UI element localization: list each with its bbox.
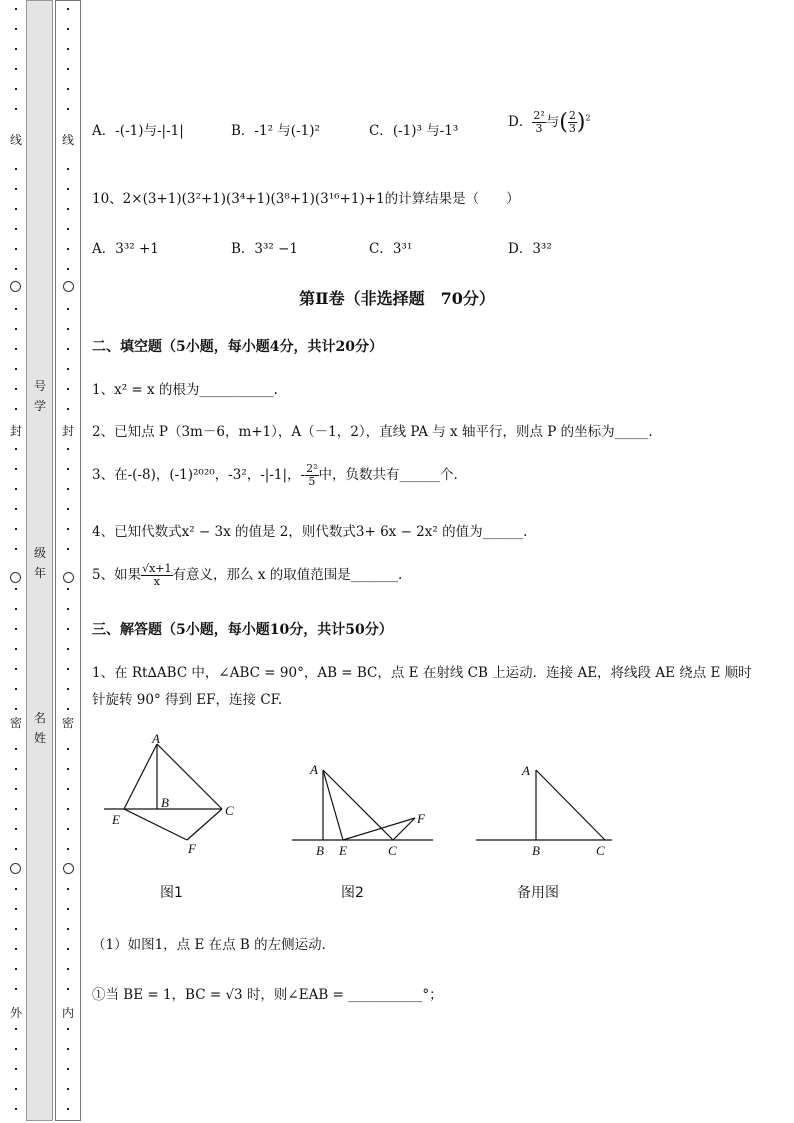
fig2-label-e: E bbox=[339, 843, 347, 858]
grade-label: 级年 bbox=[33, 546, 46, 580]
fig1-label-e: E bbox=[112, 812, 120, 827]
fig1-label-a: A bbox=[152, 731, 160, 746]
student-id-label: 号学 bbox=[33, 379, 46, 413]
binding-dot bbox=[15, 888, 17, 890]
q10-option-d: D．3³² bbox=[508, 241, 552, 257]
q9-d-frac2-num: 2 bbox=[568, 109, 576, 122]
fig2-label-a: A bbox=[310, 762, 318, 777]
seal-char-mi: 密 bbox=[58, 716, 78, 730]
binding-dot bbox=[15, 788, 17, 790]
figure-2 bbox=[288, 755, 438, 863]
fig2-label-b: B bbox=[316, 843, 324, 858]
fill-question-5 bbox=[92, 563, 402, 588]
seal-char-xian: 线 bbox=[6, 133, 26, 147]
binding-dot bbox=[15, 328, 17, 330]
sub-question-1: （1）如图1，点 E 在点 B 的左侧运动． bbox=[92, 937, 336, 953]
seal-circle-icon bbox=[63, 281, 74, 292]
fig1-label-c: C bbox=[225, 803, 234, 818]
binding-dot bbox=[67, 908, 69, 910]
fill5-frac-den: x bbox=[153, 575, 160, 588]
seal-char-mi: 密 bbox=[6, 716, 26, 730]
seal-char-feng: 封 bbox=[6, 424, 26, 438]
q9-option-d-prefix: D． bbox=[508, 114, 533, 130]
binding-dot bbox=[15, 668, 17, 670]
binding-dot bbox=[15, 648, 17, 650]
binding-dot bbox=[67, 528, 69, 530]
binding-dot bbox=[67, 488, 69, 490]
binding-dot bbox=[15, 848, 17, 850]
binding-dot bbox=[15, 8, 17, 10]
binding-dot bbox=[67, 28, 69, 30]
binding-dot bbox=[67, 968, 69, 970]
seal-circle-icon bbox=[63, 863, 74, 874]
q9-option-b: B．-1² 与(-1)² bbox=[231, 123, 320, 139]
binding-dot bbox=[67, 848, 69, 850]
binding-dot bbox=[67, 8, 69, 10]
binding-dot bbox=[67, 588, 69, 590]
fill-question-1: 1、x² = x 的根为___________. bbox=[92, 382, 278, 398]
q9-option-d-mid: 与 bbox=[545, 114, 560, 130]
fill-question-3-text: 3、在-(-8)，(-1)²⁰²⁰，-3²，-|-1|，- bbox=[92, 467, 306, 483]
binding-dot bbox=[15, 1088, 17, 1090]
binding-dot bbox=[67, 208, 69, 210]
binding-dot bbox=[15, 548, 17, 550]
binding-dot bbox=[67, 828, 69, 830]
binding-dot bbox=[67, 688, 69, 690]
binding-dot bbox=[15, 268, 17, 270]
fill-question-5-text: 5、如果 bbox=[92, 567, 142, 583]
binding-dot bbox=[67, 188, 69, 190]
binding-dot bbox=[67, 608, 69, 610]
fig3-label-c: C bbox=[596, 843, 605, 858]
fill-question-3 bbox=[92, 463, 458, 488]
binding-dot bbox=[15, 588, 17, 590]
binding-dot bbox=[15, 88, 17, 90]
seal-char-xian: 线 bbox=[58, 133, 78, 147]
fig2-label-f: F bbox=[417, 811, 425, 826]
binding-dot bbox=[15, 248, 17, 250]
binding-dot bbox=[15, 108, 17, 110]
binding-dot bbox=[15, 1028, 17, 1030]
binding-dot bbox=[67, 1048, 69, 1050]
binding-dot bbox=[67, 888, 69, 890]
binding-dot bbox=[67, 308, 69, 310]
binding-dot bbox=[15, 988, 17, 990]
binding-dot bbox=[15, 748, 17, 750]
binding-dot bbox=[15, 808, 17, 810]
binding-dot bbox=[67, 88, 69, 90]
q9-option-d: D． $\frac{\text{2²}}{3}$ 与( $\frac{2}{3}$ )$^2$ bbox=[508, 109, 591, 135]
binding-dot bbox=[67, 48, 69, 50]
fig3-label-b: B bbox=[532, 843, 540, 858]
binding-dot bbox=[15, 1068, 17, 1070]
sub-question-1-item-1: ①当 BE = 1，BC = √3 时，则∠EAB = ___________°； bbox=[92, 987, 443, 1003]
binding-dot bbox=[67, 348, 69, 350]
binding-dot bbox=[67, 988, 69, 990]
binding-dot bbox=[15, 48, 17, 50]
fig2-label-c: C bbox=[388, 843, 397, 858]
figure-1-caption: 图1 bbox=[160, 885, 183, 901]
binding-dot bbox=[67, 788, 69, 790]
binding-dot bbox=[15, 708, 17, 710]
binding-dot bbox=[67, 448, 69, 450]
binding-dot bbox=[67, 1088, 69, 1090]
binding-dot bbox=[15, 1048, 17, 1050]
answer-question-1-line1: 1、在 Rt∆ABC 中，∠ABC = 90°，AB = BC，点 E 在射线 CB 上运动．连接 AE，将线段 AE 绕点 E 顺时 bbox=[92, 665, 752, 681]
binding-dot bbox=[15, 768, 17, 770]
answer-section-heading: 三、解答题（5小题，每小题10分，共计50分） bbox=[92, 622, 393, 638]
binding-dot bbox=[67, 468, 69, 470]
fig1-label-f: F bbox=[188, 841, 196, 856]
q10-option-b: B．3³² −1 bbox=[231, 241, 299, 257]
binding-dot bbox=[15, 488, 17, 490]
binding-dot bbox=[67, 248, 69, 250]
binding-dot bbox=[67, 708, 69, 710]
answer-question-1-line2: 针旋转 90° 得到 EF，连接 CF. bbox=[92, 692, 283, 708]
seal-char-wai: 外 bbox=[6, 1006, 26, 1020]
binding-dot bbox=[15, 368, 17, 370]
binding-dot bbox=[67, 388, 69, 390]
figure-2-caption: 图2 bbox=[341, 885, 364, 901]
binding-dot bbox=[15, 628, 17, 630]
binding-dot bbox=[15, 608, 17, 610]
q9-option-a: A．-(-1)与-|-1| bbox=[92, 123, 184, 139]
binding-dot bbox=[67, 1068, 69, 1070]
binding-dot bbox=[67, 548, 69, 550]
binding-dot bbox=[67, 928, 69, 930]
binding-dot bbox=[67, 68, 69, 70]
binding-dot bbox=[67, 268, 69, 270]
fill3-frac-den: 5 bbox=[308, 475, 316, 488]
fill-question-4: 4、已知代数式x² − 3x 的值是 2，则代数式3+ 6x − 2x² 的值为______. bbox=[92, 524, 528, 540]
binding-dot bbox=[15, 28, 17, 30]
figure-1 bbox=[100, 728, 250, 858]
binding-dot bbox=[15, 688, 17, 690]
binding-dot bbox=[67, 1028, 69, 1030]
binding-dot bbox=[15, 348, 17, 350]
seal-char-nei: 内 bbox=[58, 1006, 78, 1020]
q9-d-exp: 2 bbox=[585, 113, 591, 123]
binding-dot bbox=[67, 808, 69, 810]
binding-dot bbox=[15, 828, 17, 830]
seal-circle-icon bbox=[10, 572, 21, 583]
binding-dot bbox=[15, 928, 17, 930]
q9-d-frac1-den: 3 bbox=[535, 122, 543, 135]
fig3-label-a: A bbox=[522, 763, 530, 778]
binding-dot bbox=[15, 308, 17, 310]
fig1-label-b: B bbox=[161, 795, 169, 810]
binding-dot bbox=[15, 448, 17, 450]
binding-dot bbox=[15, 188, 17, 190]
binding-dot bbox=[15, 968, 17, 970]
binding-dot bbox=[67, 748, 69, 750]
q10-option-a: A．3³² +1 bbox=[92, 241, 159, 257]
binding-margin bbox=[0, 0, 84, 1123]
fill-section-heading: 二、填空题（5小题，每小题4分，共计20分） bbox=[92, 339, 383, 355]
binding-dot bbox=[15, 408, 17, 410]
binding-dot bbox=[15, 948, 17, 950]
binding-dot bbox=[67, 108, 69, 110]
binding-dot bbox=[67, 628, 69, 630]
inner-dotted-line bbox=[62, 0, 74, 1123]
binding-dot bbox=[67, 948, 69, 950]
fill3-frac-num: 2² bbox=[306, 462, 318, 475]
outer-dotted-line bbox=[10, 0, 22, 1123]
fill5-frac-num: √x+1 bbox=[142, 562, 172, 575]
binding-dot bbox=[67, 328, 69, 330]
binding-dot bbox=[15, 528, 17, 530]
binding-dot bbox=[67, 508, 69, 510]
binding-dot bbox=[67, 168, 69, 170]
binding-dot bbox=[15, 908, 17, 910]
seal-char-feng: 封 bbox=[58, 424, 78, 438]
binding-dot bbox=[15, 508, 17, 510]
binding-dot bbox=[67, 648, 69, 650]
binding-dot bbox=[15, 168, 17, 170]
binding-dot bbox=[15, 208, 17, 210]
binding-dot bbox=[15, 68, 17, 70]
binding-dot bbox=[15, 468, 17, 470]
binding-dot bbox=[67, 368, 69, 370]
seal-circle-icon bbox=[10, 863, 21, 874]
seal-circle-icon bbox=[10, 281, 21, 292]
figure-backup-caption: 备用图 bbox=[517, 885, 559, 901]
binding-dot bbox=[67, 228, 69, 230]
binding-dot bbox=[67, 408, 69, 410]
fill-question-3-tail: 中，负数共有______个. bbox=[318, 467, 458, 483]
binding-dot bbox=[67, 1108, 69, 1110]
q9-option-c: C．(-1)³ 与-1³ bbox=[369, 123, 459, 139]
fill-question-2: 2、已知点 P（3m－6，m+1），A（－1，2），直线 PA 与 x 轴平行，则点 P 的坐标为_____. bbox=[92, 424, 653, 440]
binding-dot bbox=[15, 388, 17, 390]
fill-question-5-tail: 有意义，那么 x 的取值范围是_______. bbox=[172, 567, 403, 583]
binding-dot bbox=[67, 668, 69, 670]
q9-d-frac1-num: 2² bbox=[533, 109, 545, 122]
q9-d-frac2-den: 3 bbox=[568, 122, 576, 135]
q10-option-c: C．3³¹ bbox=[369, 241, 413, 257]
binding-dot bbox=[15, 1108, 17, 1110]
part2-title: 第Ⅱ卷（非选择题 70分） bbox=[299, 289, 495, 308]
figure-backup bbox=[472, 755, 622, 863]
binding-dot bbox=[67, 768, 69, 770]
seal-circle-icon bbox=[63, 572, 74, 583]
binding-dot bbox=[15, 228, 17, 230]
name-label: 名姓 bbox=[33, 711, 46, 745]
q10-stem: 10、2×(3+1)(3²+1)(3⁴+1)(3⁸+1)(3¹⁶+1)+1的计算结果是（ ） bbox=[92, 191, 520, 207]
